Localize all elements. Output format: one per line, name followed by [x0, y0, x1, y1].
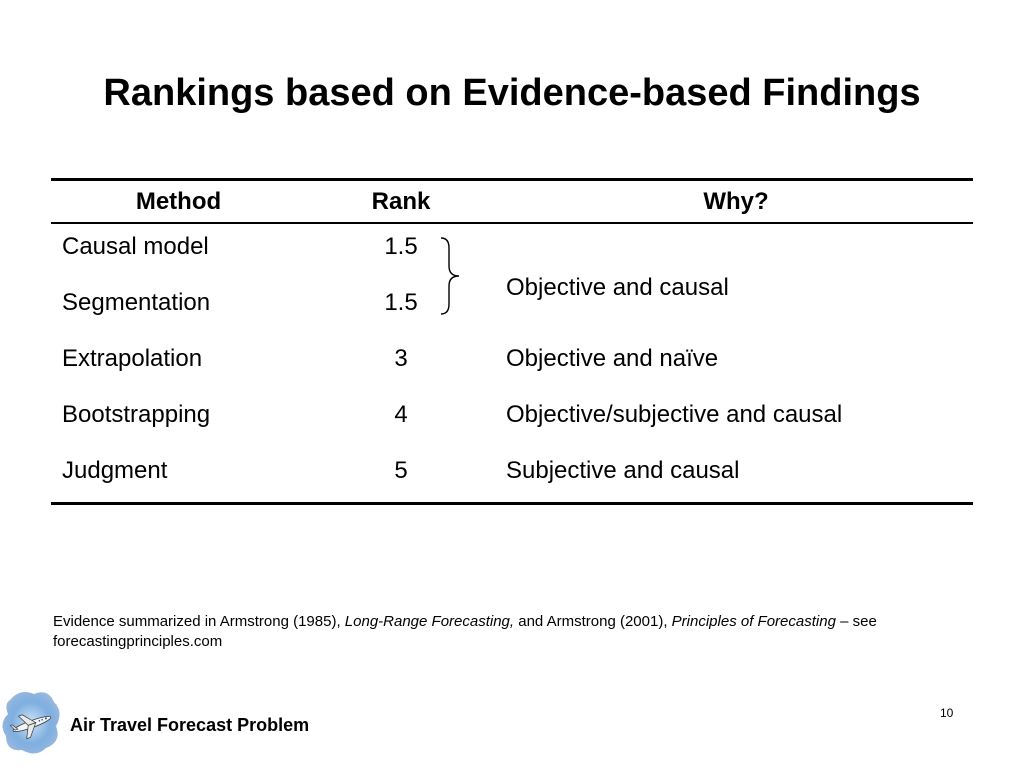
footnote-text-1: Evidence summarized in Armstrong (1985),	[53, 613, 345, 630]
footnote-text-2: and Armstrong (2001),	[514, 613, 672, 630]
row-why: Objective and naïve	[506, 345, 719, 372]
row-rank: 1.5	[384, 233, 418, 260]
row-rank: 4	[394, 401, 408, 428]
row-method: Bootstrapping	[62, 401, 211, 428]
footnote-book-2: Principles of Forecasting	[671, 613, 836, 630]
header-why: Why?	[703, 188, 769, 215]
footnote-text-3: – see forecastingprinciples.com	[53, 613, 877, 650]
slide-title: Rankings based on Evidence-based Findings	[103, 72, 921, 114]
row-rank: 3	[394, 345, 408, 372]
evidence-footnote	[53, 612, 973, 652]
table-top-rule	[51, 178, 973, 181]
row-method: Causal model	[62, 233, 209, 260]
airplane-globe-icon	[0, 686, 64, 758]
row-rank: 1.5	[384, 289, 418, 316]
footnote-book-1: Long-Range Forecasting,	[344, 613, 515, 630]
right-brace-icon	[439, 236, 469, 316]
table-bottom-rule	[51, 502, 973, 505]
row-why: Subjective and causal	[506, 457, 740, 484]
row-rank: 5	[394, 457, 408, 484]
page-number: 10	[940, 706, 954, 720]
header-rank: Rank	[371, 188, 431, 215]
table-header-rule	[51, 222, 973, 224]
row-method: Segmentation	[62, 289, 211, 316]
footer-title: Air Travel Forecast Problem	[70, 715, 310, 735]
header-method: Method	[135, 188, 222, 215]
row-why: Objective/subjective and causal	[506, 401, 843, 428]
row-method: Extrapolation	[62, 345, 203, 372]
row-method: Judgment	[62, 457, 168, 484]
rankings-table	[51, 178, 973, 505]
grouped-why: Objective and causal	[506, 274, 729, 301]
